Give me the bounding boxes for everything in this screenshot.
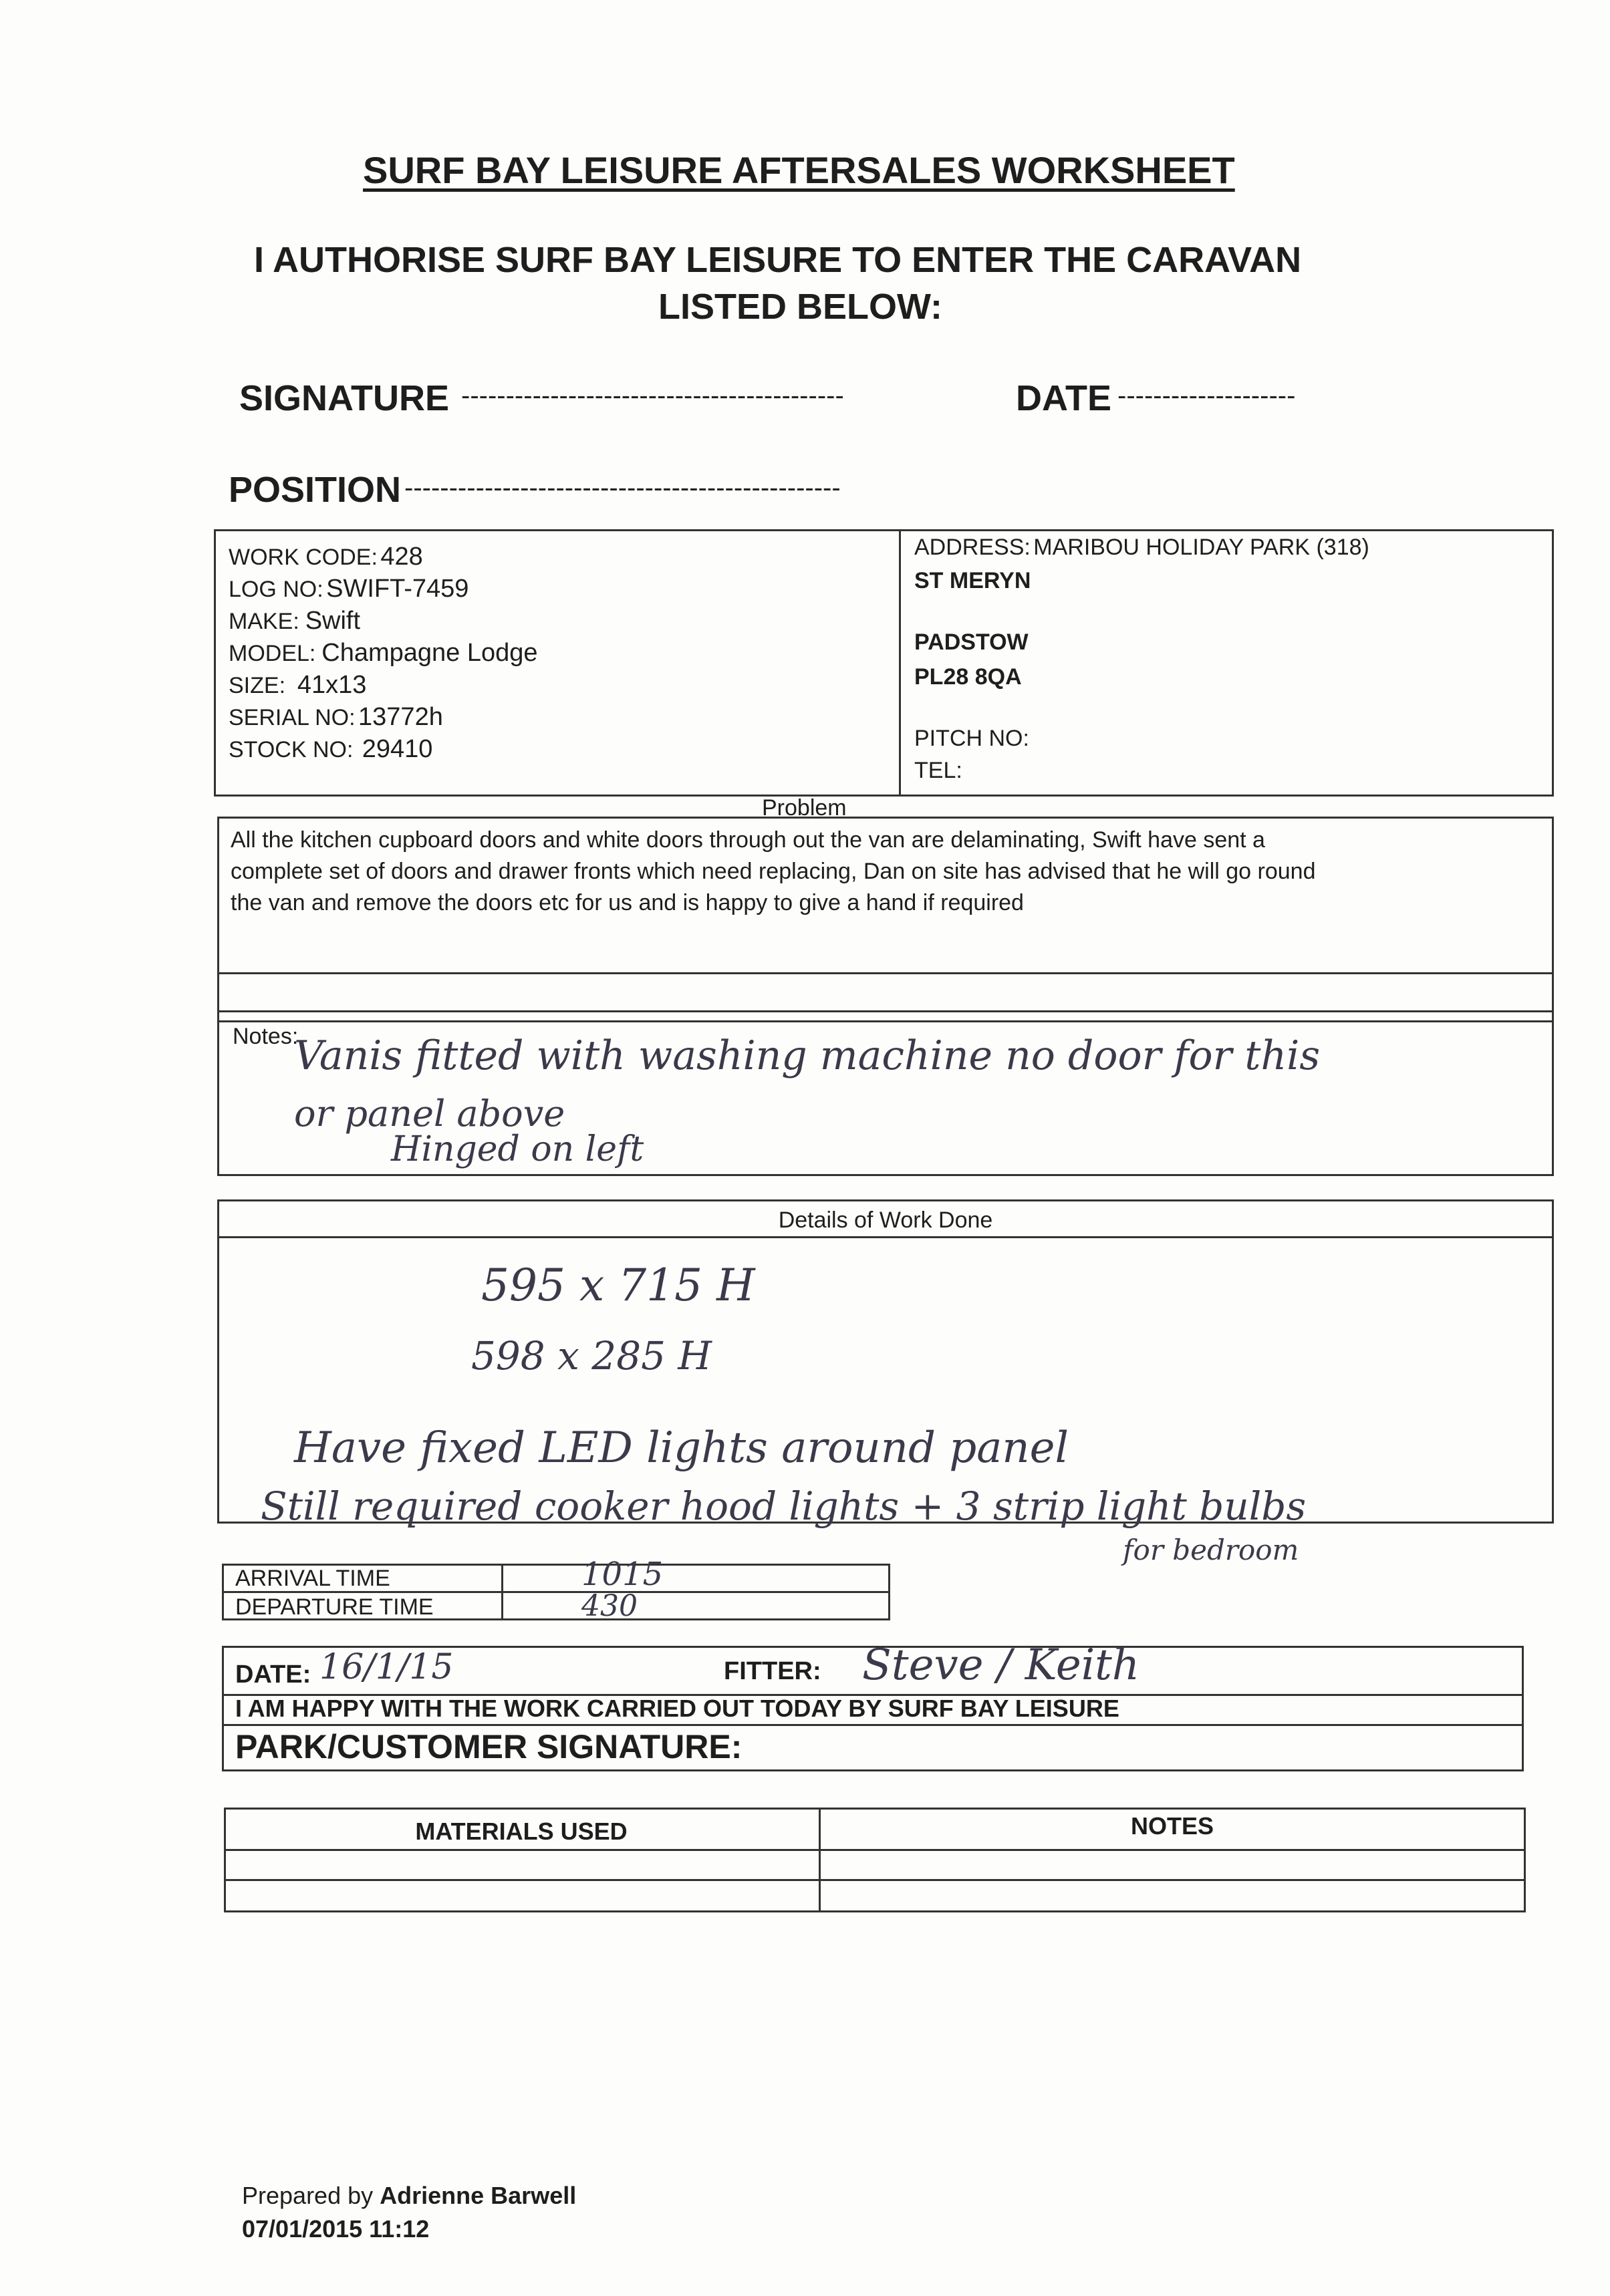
address-line-2: ST MERYN [914, 568, 1031, 593]
materials-notes-header: NOTES [1130, 1812, 1214, 1840]
work-done-heading: Details of Work Done [778, 1207, 993, 1233]
unit-details [229, 543, 538, 767]
work-done-divider [217, 1236, 1554, 1238]
authorise-line-2: LISTED BELOW: [658, 287, 942, 327]
arrival-time-label: ARRIVAL TIME [235, 1566, 390, 1591]
size-value: 41x13 [297, 671, 367, 699]
model-value: Champagne Lodge [321, 639, 538, 667]
signoff-date-label: DATE: [235, 1661, 311, 1689]
address-line-1: MARIBOU HOLIDAY PARK (318) [1033, 535, 1369, 560]
log-no-label: LOG NO: [229, 577, 323, 602]
position-line: ------------------------------------------------- [404, 473, 841, 503]
unit-address-divider [899, 529, 901, 797]
fitter-value: Steve / Keith [862, 1640, 1140, 1690]
problem-line-2: complete set of doors and drawer fronts which need replacing, Dan on site has advised that he will go round [231, 859, 1316, 884]
problem-heading: Problem [762, 795, 847, 821]
notes-label: Notes: [233, 1024, 299, 1049]
work-done-handwriting-2: 598 x 285 H [471, 1333, 712, 1379]
signoff-divider-2 [222, 1724, 1524, 1726]
prepared-by [242, 2182, 576, 2210]
work-done-handwriting-1: 595 x 715 H [481, 1260, 755, 1311]
work-code-value: 428 [380, 543, 423, 571]
prepared-timestamp: 07/01/2015 11:12 [242, 2215, 430, 2243]
position-label: POSITION [229, 470, 402, 510]
departure-time-value: 430 [581, 1589, 638, 1623]
work-done-box [217, 1199, 1554, 1524]
address-line-4: PL28 8QA [914, 664, 1022, 690]
notes-handwriting-1: Vanis fitted with washing machine no door for this [294, 1032, 1321, 1079]
signature-line: ------------------------------------------- [461, 381, 844, 410]
page-title: SURF BAY LEISURE AFTERSALES WORKSHEET [363, 149, 1235, 191]
authorise-line-1: I AUTHORISE SURF BAY LEISURE TO ENTER THE CARAVAN [254, 240, 1302, 280]
date-line: -------------------- [1117, 381, 1296, 410]
stock-value: 29410 [362, 735, 433, 763]
problem-text [231, 825, 1316, 919]
materials-used-header: MATERIALS USED [415, 1818, 628, 1845]
work-done-handwriting-4: Still required cooker hood lights + 3 strip light bulbs [261, 1483, 1307, 1529]
departure-time-label: DEPARTURE TIME [235, 1594, 434, 1620]
make-value: Swift [305, 607, 361, 635]
problem-line-3: the van and remove the doors etc for us and is happy to give a hand if required [231, 890, 1024, 915]
work-done-handwriting-3: Have fixed LED lights around panel [294, 1423, 1069, 1473]
size-label: SIZE: [229, 673, 286, 698]
work-done-handwriting-5: for bedroom [1123, 1534, 1299, 1566]
materials-row-divider-1 [224, 1849, 1526, 1851]
signoff-date-value: 16/1/15 [319, 1647, 454, 1687]
address-line-3: PADSTOW [914, 629, 1029, 655]
customer-signature-label: PARK/CUSTOMER SIGNATURE: [235, 1728, 743, 1765]
address-details [914, 535, 1369, 790]
fitter-label: FITTER: [724, 1657, 821, 1685]
materials-row-divider-2 [224, 1879, 1526, 1881]
stock-label: STOCK NO: [229, 737, 354, 762]
work-code-label: WORK CODE: [229, 545, 378, 570]
address-label: ADDRESS: [914, 535, 1031, 560]
serial-label: SERIAL NO: [229, 705, 356, 730]
prepared-by-name: Adrienne Barwell [380, 2182, 577, 2209]
log-no-value: SWIFT-7459 [326, 575, 469, 603]
pitch-label: PITCH NO: [914, 726, 1029, 751]
date-label: DATE [1016, 378, 1111, 418]
tel-label: TEL: [914, 758, 962, 783]
signature-label: SIGNATURE [239, 378, 450, 418]
model-label: MODEL: [229, 641, 316, 666]
problem-divider [217, 972, 1554, 974]
happy-statement: I AM HAPPY WITH THE WORK CARRIED OUT TODAY BY SURF BAY LEISURE [235, 1695, 1119, 1722]
notes-handwriting-2: or panel above [294, 1093, 565, 1135]
prepared-by-label: Prepared by [242, 2182, 374, 2209]
customer-signature-field[interactable] [835, 1727, 1517, 1768]
problem-line-1: All the kitchen cupboard doors and white doors through out the van are delaminating, Swift have sent a [231, 827, 1265, 853]
make-label: MAKE: [229, 609, 299, 634]
notes-handwriting-3: Hinged on left [391, 1129, 644, 1169]
arrival-time-value: 1015 [581, 1556, 664, 1593]
serial-value: 13772h [358, 703, 443, 731]
